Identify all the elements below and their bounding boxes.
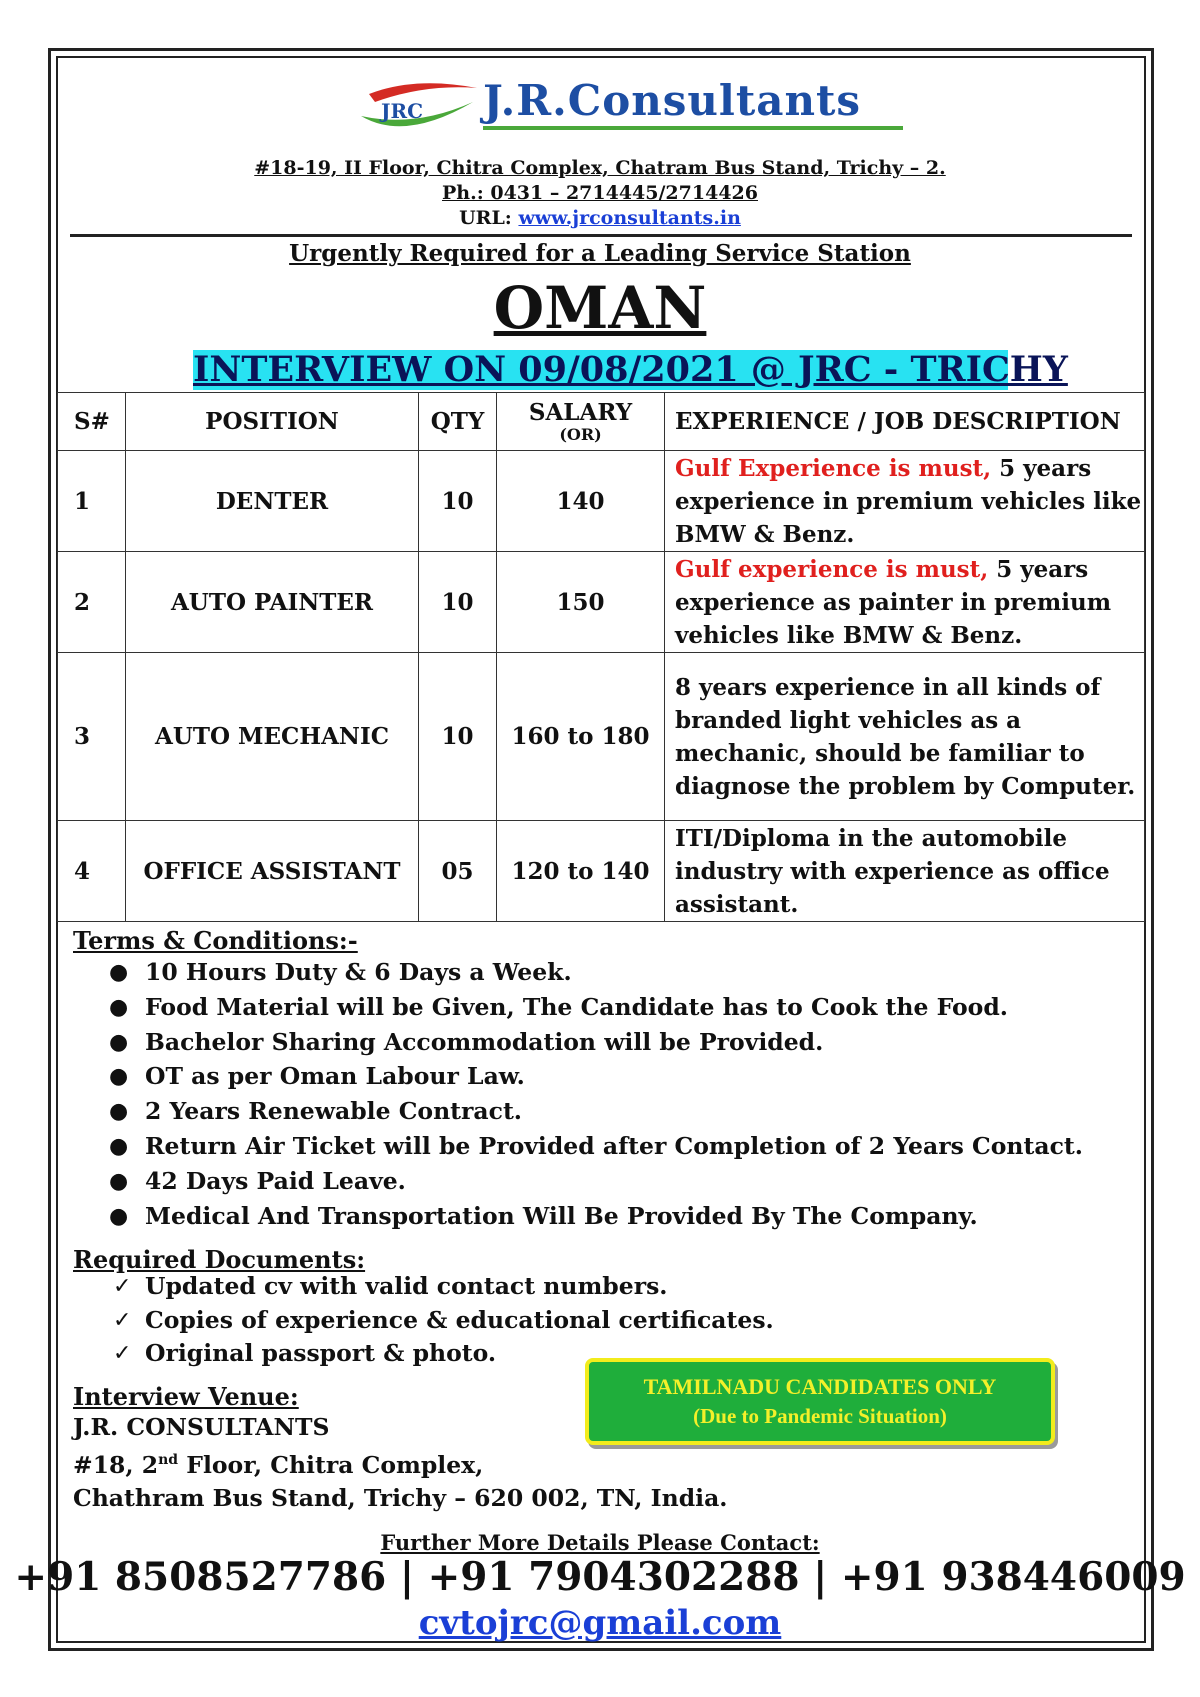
header-salary-label: SALARY	[528, 398, 633, 426]
term-text: Return Air Ticket will be Provided after Completion of 2 Years Contact.	[145, 1131, 1083, 1160]
contact-phones: +91 8508527786 | +91 7904302288 | +91 938446009	[14, 1554, 1186, 1600]
bullet-icon: ●	[109, 1132, 129, 1159]
bullet-icon: ●	[109, 1098, 129, 1125]
badge-line2: (Due to Pandemic Situation)	[693, 1404, 947, 1428]
company-address: #18-19, II Floor, Chitra Complex, Chatram Bus Stand, Trichy – 2.	[254, 157, 946, 179]
logo-mark-text: JRC	[381, 99, 424, 123]
row-sn: 2	[58, 552, 126, 653]
venue-line2: Chathram Bus Stand, Trichy – 620 002, TN, India.	[73, 1483, 728, 1512]
venue-line1-prefix: #18, 2	[73, 1450, 159, 1479]
company-url-line	[0, 207, 1200, 229]
term-text: 10 Hours Duty & 6 Days a Week.	[145, 958, 572, 986]
list-item	[73, 1270, 774, 1304]
table-row	[58, 451, 1145, 552]
row-qty: 10	[419, 552, 497, 653]
venue-line1-sup: nd	[158, 1452, 179, 1468]
table-row	[58, 653, 1145, 821]
row-position: DENTER	[126, 451, 419, 552]
row-experience: ITI/Diploma in the automobile industry with experience as office assistant.	[665, 821, 1145, 922]
headline: Urgently Required for a Leading Service Station	[289, 240, 911, 267]
jrc-logo-icon	[355, 72, 485, 140]
row-position: AUTO PAINTER	[126, 552, 419, 653]
company-phone: Ph.: 0431 – 2714445/2714426	[442, 182, 758, 204]
header-qty: QTY	[419, 393, 497, 451]
terms-list	[73, 955, 1083, 1233]
bullet-icon: ●	[109, 1167, 129, 1194]
checkmark-icon: ✓	[113, 1307, 132, 1333]
logo-underline	[483, 124, 903, 132]
row-sn: 4	[58, 821, 126, 922]
url-label: URL:	[459, 207, 512, 229]
row-qty: 10	[419, 451, 497, 552]
list-item	[73, 1199, 1083, 1234]
header-experience: EXPERIENCE / JOB DESCRIPTION	[665, 393, 1145, 451]
company-name: J.R.Consultants	[483, 76, 862, 125]
contact-title: Further More Details Please Contact:	[380, 1530, 820, 1555]
company-url-link[interactable]: www.jrconsultants.in	[518, 207, 741, 229]
checkmark-icon: ✓	[113, 1274, 132, 1299]
list-item	[73, 1025, 1083, 1060]
bullet-icon: ●	[109, 959, 129, 985]
list-item	[73, 1164, 1083, 1199]
term-text: 2 Years Renewable Contract.	[145, 1097, 522, 1126]
header-divider	[70, 234, 1132, 237]
venue-title: Interview Venue:	[73, 1382, 299, 1411]
row-sn: 3	[58, 653, 126, 821]
bullet-icon: ●	[109, 1063, 129, 1090]
row-salary: 140	[497, 451, 665, 552]
row-sn: 1	[58, 451, 126, 552]
document-text: Copies of experience & educational certificates.	[145, 1305, 774, 1334]
list-item	[73, 1094, 1083, 1129]
row-experience	[665, 451, 1145, 552]
term-text: Bachelor Sharing Accommodation will be Provided.	[145, 1027, 824, 1056]
venue-company: J.R. CONSULTANTS	[73, 1413, 330, 1441]
list-item	[73, 1059, 1083, 1094]
list-item	[73, 1304, 774, 1338]
row-position: OFFICE ASSISTANT	[126, 821, 419, 922]
row-salary: 160 to 180	[497, 653, 665, 821]
list-item	[73, 990, 1083, 1025]
venue-line1	[73, 1444, 727, 1482]
document-text: Original passport & photo.	[145, 1339, 497, 1367]
term-text: 42 Days Paid Leave.	[145, 1166, 406, 1195]
documents-title: Required Documents:	[73, 1245, 366, 1274]
bullet-icon: ●	[109, 993, 129, 1020]
bullet-icon: ●	[109, 1028, 129, 1055]
interview-banner: INTERVIEW ON 09/08/2021 @ JRC - TRICHY	[193, 349, 1068, 390]
table-row	[58, 821, 1145, 922]
row-salary: 120 to 140	[497, 821, 665, 922]
term-text: Medical And Transportation Will Be Provided By The Company.	[145, 1201, 978, 1230]
document-text: Updated cv with valid contact numbers.	[145, 1272, 668, 1300]
row-experience: 8 years experience in all kinds of branded light vehicles as a mechanic, should be familiar to diagnose the problem by Computer.	[665, 653, 1145, 821]
header-position: POSITION	[126, 393, 419, 451]
term-text: Food Material will be Given, The Candidate has to Cook the Food.	[145, 992, 1008, 1021]
table-row	[58, 552, 1145, 653]
table-header-row	[58, 393, 1145, 451]
country-title: OMAN	[493, 274, 707, 342]
row-experience	[665, 552, 1145, 653]
jobs-table	[57, 392, 1145, 922]
exp-text: 5 years experience in premium vehicles like BMW & Benz.	[675, 454, 1142, 548]
list-item	[73, 1129, 1083, 1164]
row-salary: 150	[497, 552, 665, 653]
contact-email-link[interactable]: cvtojrc@gmail.com	[418, 1603, 782, 1643]
documents-list	[73, 1270, 774, 1371]
term-text: OT as per Oman Labour Law.	[145, 1062, 525, 1091]
tamilnadu-only-badge	[585, 1358, 1055, 1445]
row-qty: 05	[419, 821, 497, 922]
exp-text: 5 years experience as painter in premium vehicles like BMW & Benz.	[675, 555, 1112, 649]
badge-line1: TAMILNADU CANDIDATES ONLY	[643, 1374, 997, 1399]
exp-highlight: Gulf Experience is must,	[675, 454, 992, 482]
list-item	[73, 955, 1083, 990]
exp-highlight: Gulf experience is must,	[675, 555, 989, 583]
checkmark-icon: ✓	[113, 1341, 132, 1366]
row-qty: 10	[419, 653, 497, 821]
company-logo	[355, 72, 935, 142]
bullet-icon: ●	[109, 1202, 129, 1229]
venue-line1-suffix: Floor, Chitra Complex,	[178, 1450, 484, 1479]
header-sn: S#	[58, 393, 126, 451]
terms-title: Terms & Conditions:-	[73, 926, 358, 955]
row-position: AUTO MECHANIC	[126, 653, 419, 821]
header-salary	[497, 393, 665, 451]
header-salary-unit: (OR)	[559, 424, 602, 444]
